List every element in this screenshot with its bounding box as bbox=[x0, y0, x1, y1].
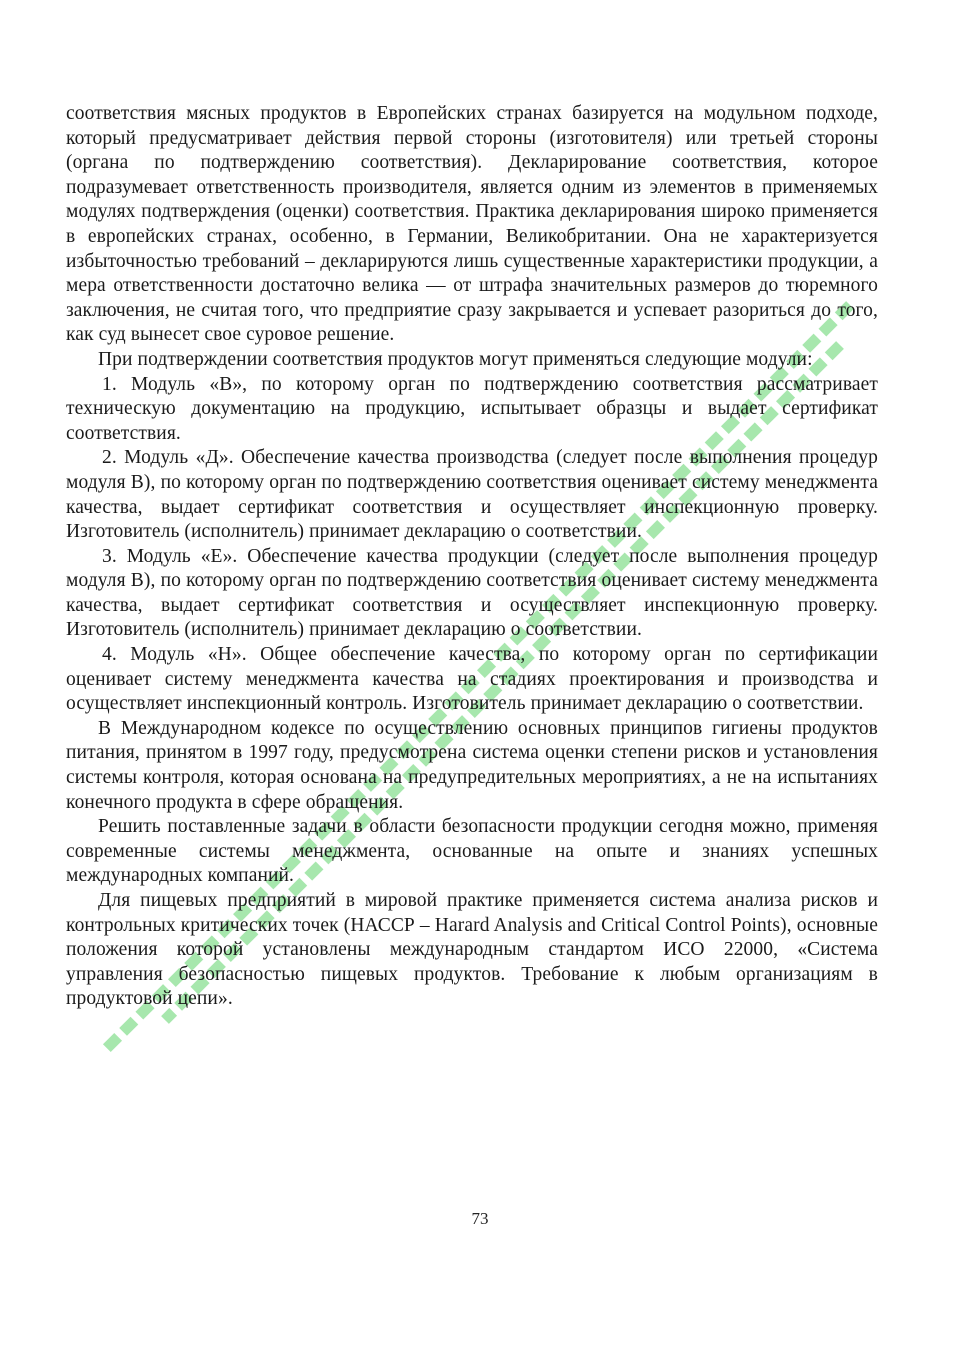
paragraph-modules-intro: При подтверждении соответствия продуктов могут применяться следующие модули: bbox=[98, 348, 813, 370]
list-item-module-b: 1. Модуль «В», по которому орган по подтверждению соответствия рассматривает техническую документацию на продукцию, испытывает образцы и выдает сертификат соответствия. bbox=[66, 373, 878, 444]
list-item-module-e: 3. Модуль «Е». Обеспечение качества продукции (следует после выполнения процедур модуля В), по которому орган по подтверждению соответствия оценивает систему менеджмента качества, выдает сертификат соответствия и осуществляет инспекционную проверку. Изготовитель (исполнитель) принимает декларацию о соответствии. bbox=[66, 545, 878, 641]
paragraph-haccp: Для пищевых предприятий в мировой практике применяется система анализа рисков и контрольных критических точек (НАССР – Harard Analysis and Critical Control Points), основные положения которой установлены международным стандартом ИСО 22000, «Система управления безопасностью пищевых продуктов. Требование к любым организациям в продуктовой цепи». bbox=[66, 890, 878, 1010]
list-item-module-d: 2. Модуль «Д». Обеспечение качества производства (следует после выполнения процедур модуля В), по которому орган по подтверждению соответствия оценивает систему менеджмента качества, выдает сертификат соответствия и осуществляет инспекционную проверку. Изготовитель (исполнитель) принимает декларацию о соответствии. bbox=[66, 447, 878, 543]
list-item-module-h: 4. Модуль «Н». Общее обеспечение качества, по которому орган по сертификации оценивает систему менеджмента качества на стадиях проектирования и производства и осуществляет инспекционный контроль. Изготовитель принимает декларацию о соответствии. bbox=[66, 644, 878, 715]
page-number: 73 bbox=[471, 1209, 489, 1228]
document-page bbox=[66, 102, 878, 1012]
paragraph-conformity-intro: соответствия мясных продуктов в Европейских странах базируется на модульном подходе, который предусматривает действия первой стороны (изготовителя) или третьей стороны (органа по подтверждению соответствия). Декларирование соответствия, которое подразумевает ответственность производителя, является одним из элементов в применяемых модулях подтверждения (оценки) соответствия. Практика декларирования широко применяется в европейских странах, особенно, в Германии, Великобритании. Она не характеризуется избыточностью требований – декларируются лишь существенные характеристики продукции, а мера ответственности достаточно велика — от штрафа значительных размеров до тюремного заключения, не считая того, что предприятие сразу закрывается и успевает разориться до того, как суд вынесет свое суровое решение. bbox=[66, 103, 878, 346]
paragraph-management-systems: Решить поставленные задачи в области безопасности продукции сегодня можно, применяя современные системы менеджмента, основанные на опыте и знаниях успешных международных компаний. bbox=[66, 816, 878, 887]
paragraph-codex: В Международном кодексе по осуществлению основных принципов гигиены продуктов питания, принятом в 1997 году, предусмотрена система оценки степени рисков и установления системы контроля, которая основана на предупредительных мероприятиях, а не на испытаниях конечного продукта в сфере обращения. bbox=[66, 717, 878, 813]
